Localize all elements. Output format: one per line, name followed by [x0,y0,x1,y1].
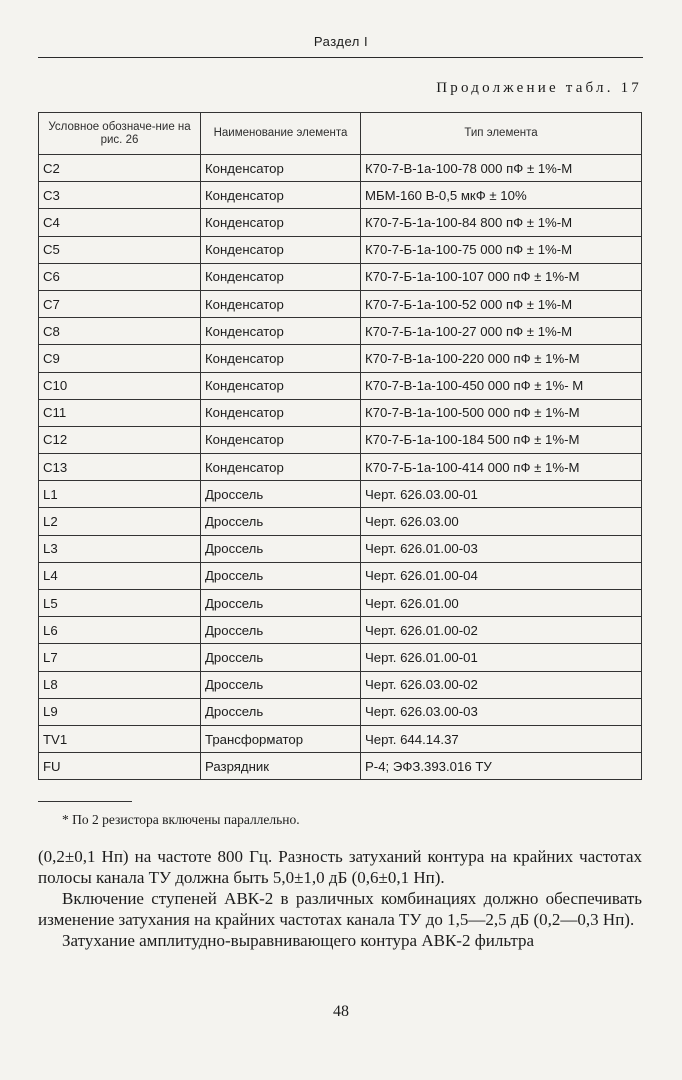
section-header: Раздел I [313,34,369,49]
cell-designation: C11 [39,399,201,426]
table-header-row [39,113,642,155]
cell-element-type: Черт. 626.01.00-03 [361,535,642,562]
footnote-rule [38,801,132,802]
cell-element-name: Конденсатор [201,290,361,317]
cell-element-type: К70-7-В-1а-100-500 000 пФ ± 1%-М [361,399,642,426]
cell-element-type: К70-7-Б-1а-100-184 500 пФ ± 1%-М [361,426,642,453]
header-rule [38,57,643,58]
cell-element-name: Конденсатор [201,155,361,182]
cell-element-type: Черт. 626.03.00 [361,508,642,535]
cell-designation: C4 [39,209,201,236]
cell-designation: L4 [39,562,201,589]
cell-designation: L8 [39,671,201,698]
cell-element-name: Дроссель [201,508,361,535]
paragraph: Затухание амплитудно-выравнивающего контура АВК-2 фильтра [62,931,535,950]
cell-element-type: К70-7-Б-1а-100-84 800 пФ ± 1%-М [361,209,642,236]
table-row [39,481,642,508]
table-row [39,698,642,725]
cell-designation: C6 [39,263,201,290]
cell-element-type: Р-4; ЭФЗ.393.016 ТУ [361,753,642,780]
cell-element-name: Конденсатор [201,426,361,453]
paragraph: (0,2±0,1 Нп) на частоте 800 Гц. Разность затуханий контура на крайних частотах полосы канала ТУ должна быть 5,0±1,0 дБ (0,6±0,1 Нп). [38,847,642,887]
cell-designation: C10 [39,372,201,399]
table-row [39,644,642,671]
cell-element-type: Черт. 626.01.00 [361,590,642,617]
table-row [39,454,642,481]
cell-element-name: Дроссель [201,562,361,589]
table-row [39,345,642,372]
cell-element-type: К70-7-В-1а-100-450 000 пФ ± 1%- М [361,372,642,399]
cell-designation: C9 [39,345,201,372]
cell-element-type: К70-7-В-1а-100-220 000 пФ ± 1%-М [361,345,642,372]
table-row [39,372,642,399]
cell-element-type: Черт. 626.03.00-02 [361,671,642,698]
cell-element-name: Дроссель [201,617,361,644]
cell-designation: C13 [39,454,201,481]
column-header-name: Наименование элемента [201,113,361,155]
cell-designation: L6 [39,617,201,644]
body-text [38,846,642,951]
table-row [39,562,642,589]
cell-element-type: К70-7-Б-1а-100-52 000 пФ ± 1%-М [361,290,642,317]
cell-designation: C7 [39,290,201,317]
cell-element-type: МБМ-160 В-0,5 мкФ ± 10% [361,182,642,209]
table-row [39,535,642,562]
cell-element-type: Черт. 626.03.00-03 [361,698,642,725]
cell-designation: C3 [39,182,201,209]
table-row [39,318,642,345]
table-row [39,508,642,535]
cell-designation: C2 [39,155,201,182]
paragraph: Включение ступеней АВК-2 в различных комбинациях должно обеспечивать изменение затухания на крайних частотах канала ТУ до 1,5—2,5 дБ (0,2—0,3 Нп). [38,889,642,929]
cell-element-name: Дроссель [201,590,361,617]
cell-element-name: Конденсатор [201,209,361,236]
cell-element-type: К70-7-Б-1а-100-107 000 пФ ± 1%-М [361,263,642,290]
cell-element-name: Конденсатор [201,182,361,209]
table-row [39,209,642,236]
cell-element-name: Дроссель [201,698,361,725]
cell-element-type: Черт. 626.01.00-01 [361,644,642,671]
footnote: * По 2 резистора включены параллельно. [62,812,300,827]
table-row [39,725,642,752]
cell-designation: C12 [39,426,201,453]
cell-element-name: Конденсатор [201,318,361,345]
cell-designation: C8 [39,318,201,345]
cell-element-name: Конденсатор [201,454,361,481]
cell-element-name: Конденсатор [201,399,361,426]
cell-designation: TV1 [39,725,201,752]
column-header-designation: Условное обозначе-ние на рис. 26 [39,113,201,155]
cell-designation: L9 [39,698,201,725]
table-row [39,426,642,453]
table-continuation-label: Продолжение табл. 17 [436,80,642,96]
table-row [39,155,642,182]
table-row [39,753,642,780]
table-body [39,155,642,780]
cell-element-name: Дроссель [201,671,361,698]
cell-element-type: К70-7-Б-1а-100-75 000 пФ ± 1%-М [361,236,642,263]
table-row [39,236,642,263]
cell-designation: FU [39,753,201,780]
table-row [39,182,642,209]
table-row [39,590,642,617]
cell-element-type: Черт. 626.01.00-02 [361,617,642,644]
cell-element-type: К70-7-В-1а-100-78 000 пФ ± 1%-М [361,155,642,182]
table-row [39,263,642,290]
cell-element-name: Трансформатор [201,725,361,752]
cell-element-type: Черт. 626.03.00-01 [361,481,642,508]
table-row [39,617,642,644]
cell-designation: L2 [39,508,201,535]
cell-element-type: К70-7-Б-1а-100-27 000 пФ ± 1%-М [361,318,642,345]
cell-element-name: Разрядник [201,753,361,780]
components-table [38,112,642,780]
cell-designation: C5 [39,236,201,263]
cell-element-type: Черт. 644.14.37 [361,725,642,752]
table-row [39,290,642,317]
cell-element-name: Дроссель [201,535,361,562]
cell-element-name: Дроссель [201,481,361,508]
cell-designation: L3 [39,535,201,562]
cell-element-name: Конденсатор [201,372,361,399]
cell-designation: L5 [39,590,201,617]
cell-element-type: Черт. 626.01.00-04 [361,562,642,589]
table-row [39,671,642,698]
cell-element-name: Конденсатор [201,345,361,372]
cell-element-name: Дроссель [201,644,361,671]
cell-element-name: Конденсатор [201,263,361,290]
table-row [39,399,642,426]
cell-designation: L7 [39,644,201,671]
page-number: 48 [333,1003,349,1020]
column-header-type: Тип элемента [361,113,642,155]
cell-element-name: Конденсатор [201,236,361,263]
cell-element-type: К70-7-Б-1а-100-414 000 пФ ± 1%-М [361,454,642,481]
cell-designation: L1 [39,481,201,508]
